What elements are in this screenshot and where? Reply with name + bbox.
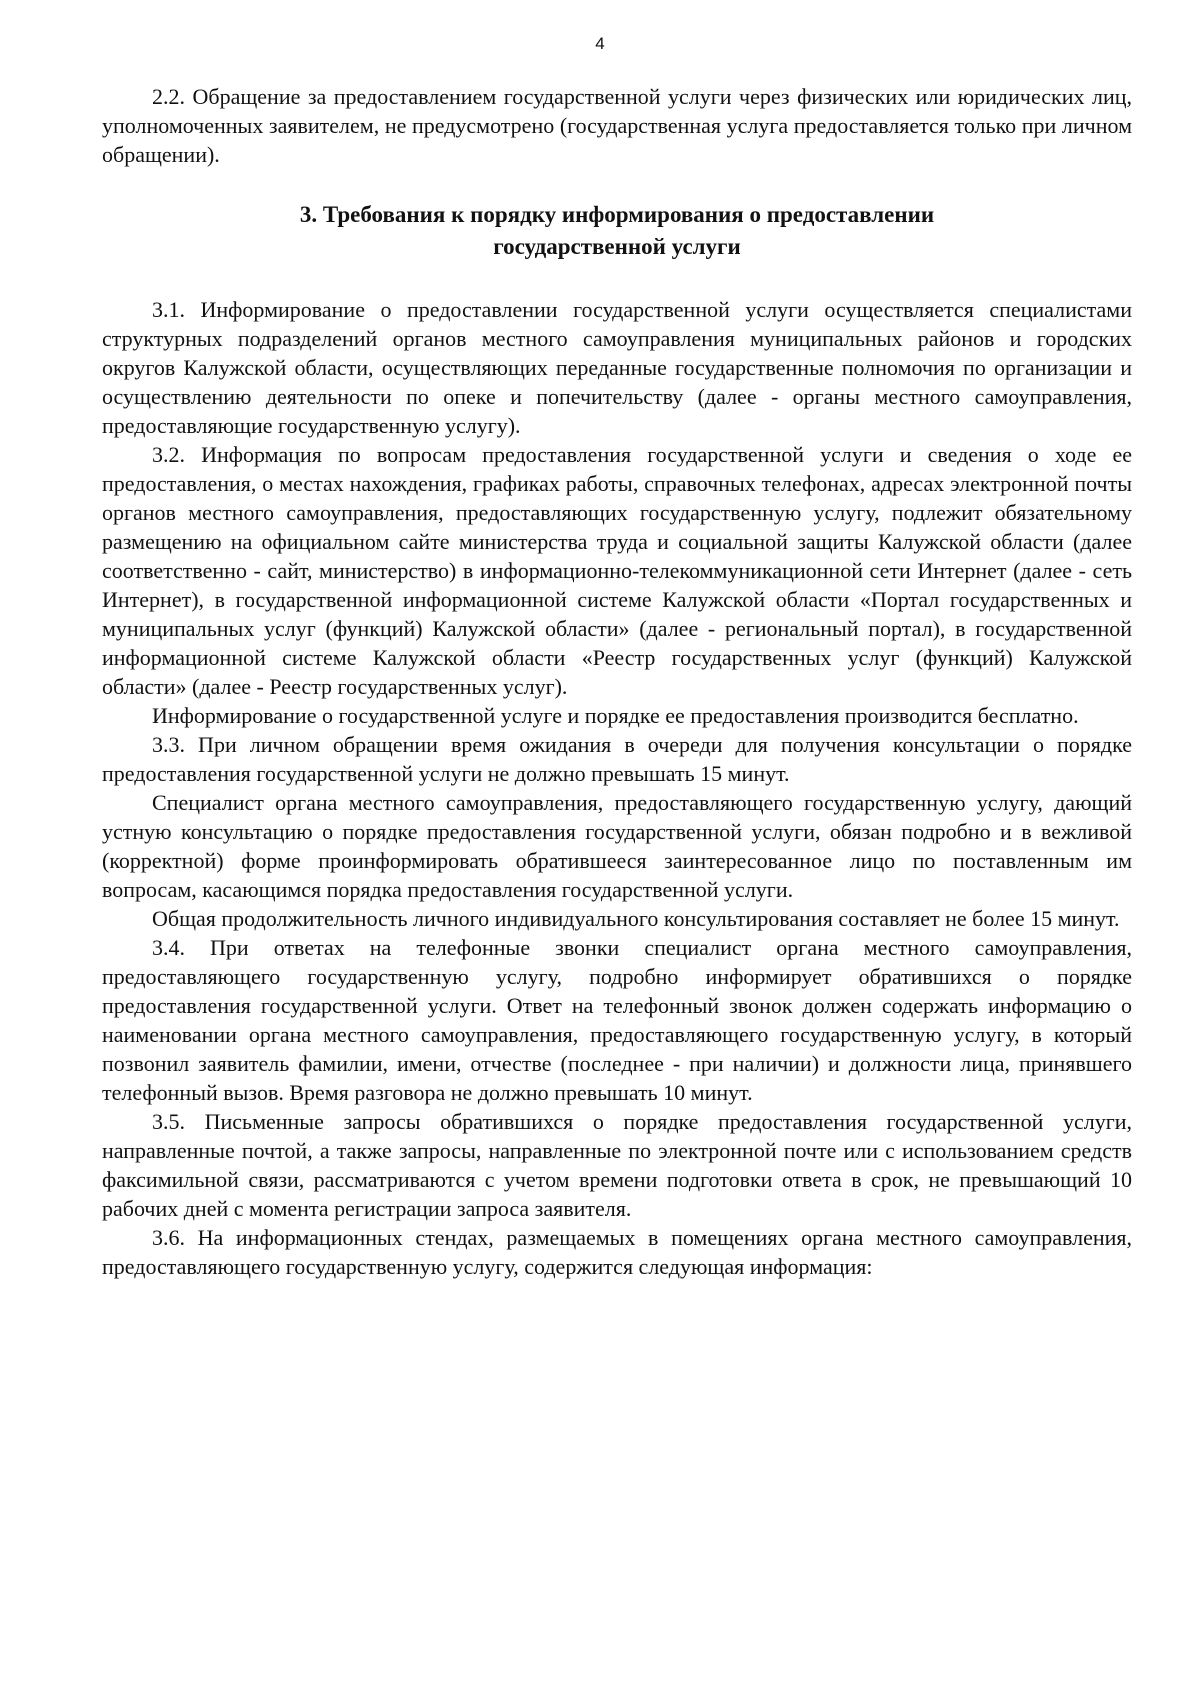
paragraph-2-2: 2.2. Обращение за предоставлением государственной услуги через физических или юридических лиц, уполномоченных заявителем, не предусмотрено (государственная услуга предоставляется только при личном обращении).: [102, 84, 1132, 167]
paragraph-3-4: 3.4. При ответах на телефонные звонки специалист органа местного самоуправления, предоставляющего государственную услугу, подробно информирует обратившихся о порядке предоставления государственной услуги. Ответ на телефонный звонок должен содержать информацию о наименовании органа местного самоуправления, предоставляющего государственную услугу, в который позвонил заявитель фамилии, имени, отчестве (последнее - при наличии) и должности лица, принявшего телефонный вызов. Время разговора не должно превышать 10 минут.: [102, 935, 1132, 1105]
section-3-heading-line-2: государственной услуги: [493, 234, 741, 259]
paragraph-3-6: 3.6. На информационных стендах, размещаемых в помещениях органа местного самоуправления, предоставляющего государственную услугу, содержится следующая информация:: [102, 1225, 1132, 1279]
paragraph-3-2: 3.2. Информация по вопросам предоставления государственной услуги и сведения о ходе ее предоставления, о местах нахождения, графиках работы, справочных телефонах, адресах электронной почты органов местного самоуправления, предоставляющих государственную услугу, подлежит обязательному размещению на официальном сайте министерства труда и социальной защиты Калужской области (далее соответственно - сайт, министерство) в информационно-телекоммуникационной сети Интернет (далее - сеть Интернет), в государственной информационной системе Калужской области «Портал государственных и муниципальных услуг (функций) Калужской области» (далее - региональный портал), в государственной информационной системе Калужской области «Реестр государственных услуг (функций) Калужской области» (далее - Реестр государственных услуг).: [102, 442, 1132, 699]
section-3-heading-line-1: 3. Требования к порядку информирования о предоставлении: [299, 202, 935, 227]
document-body: [102, 82, 1132, 1281]
page-number: 4: [595, 34, 605, 53]
paragraph-3-1: 3.1. Информирование о предоставлении государственной услуги осуществляется специалистами структурных подразделений органов местного самоуправления муниципальных районов и городских округов Калужской области, осуществляющих переданные государственные полномочия по организации и осуществлению деятельности по опеке и попечительству (далее - органы местного самоуправления, предоставляющие государственную услугу).: [102, 297, 1132, 438]
paragraph-3-5: 3.5. Письменные запросы обратившихся о порядке предоставления государственной услуги, направленные почтой, а также запросы, направленные по электронной почте или с использованием средств факсимильной связи, рассматриваются с учетом времени подготовки ответа в срок, не превышающий 10 рабочих дней с момента регистрации запроса заявителя.: [102, 1109, 1132, 1221]
paragraph-3-3-specialist: Специалист органа местного самоуправления, предоставляющего государственную услугу, дающий устную консультацию о порядке предоставления государственной услуги, обязан подробно и в вежливой (корректной) форме проинформировать обратившееся заинтересованное лицо по поставленным им вопросам, касающимся порядка предоставления государственной услуги.: [102, 790, 1132, 902]
paragraph-3-3-duration: Общая продолжительность личного индивидуального консультирования составляет не более 15 минут.: [152, 906, 1120, 931]
paragraph-3-2-free-of-charge: Информирование о государственной услуге и порядке ее предоставления производится бесплатно.: [152, 703, 1079, 728]
paragraph-3-3: 3.3. При личном обращении время ожидания в очереди для получения консультации о порядке предоставления государственной услуги не должно превышать 15 минут.: [102, 732, 1132, 786]
section-3-heading: [102, 199, 1132, 263]
